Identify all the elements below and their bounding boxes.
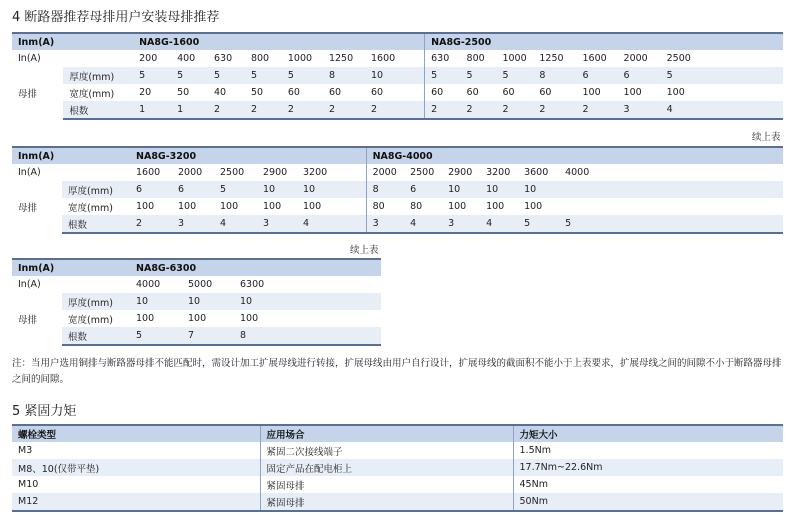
table-row — [12, 198, 783, 215]
cell: 5 — [208, 67, 245, 84]
cell: 2 — [533, 101, 576, 119]
busbar-table-2 — [12, 146, 783, 234]
thickness-label: 厚度(mm) — [62, 293, 130, 310]
cell: 2 — [130, 215, 172, 233]
busbar-label: 母排 — [12, 67, 63, 119]
busbar-table-1 — [12, 32, 783, 120]
table-row — [12, 181, 783, 198]
cell: 3 — [442, 215, 480, 233]
cell: 60 — [287, 87, 300, 98]
cell: 2900 — [448, 167, 473, 178]
cell: 4 — [480, 215, 518, 233]
cell: 2 — [425, 101, 461, 119]
cell: 100 — [623, 87, 642, 98]
model-header: NA8G-2500 — [425, 33, 783, 50]
cell: 2 — [282, 101, 323, 119]
cell: 4 — [661, 101, 707, 119]
cell: 800 — [466, 53, 485, 64]
cell: 5 — [461, 67, 497, 84]
cell: 5 — [425, 67, 461, 84]
table-row — [12, 476, 783, 493]
cell — [559, 198, 603, 215]
cell: 1600 — [371, 53, 396, 64]
cell: 100 — [486, 201, 505, 212]
torque-table — [12, 424, 783, 512]
cell: 2000 — [366, 164, 404, 181]
table-row — [12, 164, 783, 181]
cell: 60 — [328, 87, 342, 98]
count-label: 根数 — [63, 101, 133, 119]
model-header: NA8G-1600 — [133, 33, 425, 50]
cell: 5 — [245, 67, 282, 84]
table-row — [12, 327, 381, 345]
cell: 6 — [130, 181, 172, 198]
cell: 3 — [172, 215, 214, 233]
inm-header: Inm(A) — [12, 33, 133, 50]
model-header: NA8G-6300 — [130, 259, 381, 276]
cell: 1 — [133, 101, 171, 119]
table-row — [12, 459, 783, 476]
table-row — [12, 215, 783, 233]
cell: 5 — [282, 67, 323, 84]
cell: 7 — [182, 327, 234, 345]
cell: 10 — [182, 293, 234, 310]
count-label: 根数 — [62, 327, 130, 345]
table-row — [12, 442, 783, 459]
cell: 10 — [518, 181, 559, 198]
cell: M10 — [18, 479, 39, 490]
cell: 60 — [466, 87, 479, 98]
table-row — [12, 493, 783, 511]
cell: 45Nm — [513, 476, 783, 493]
table-row — [12, 50, 783, 67]
cell: 1600 — [136, 167, 161, 178]
inm-header: Inm(A) — [12, 147, 130, 164]
cell: 2000 — [623, 53, 648, 64]
cell: 630 — [425, 50, 461, 67]
cell: 4 — [297, 215, 366, 233]
cell: 10 — [257, 181, 297, 198]
bolt-type-header: 螺栓类型 — [12, 425, 260, 442]
in-label: In(A) — [18, 279, 41, 290]
cell: 6300 — [240, 279, 265, 290]
cell: 8 — [533, 67, 576, 84]
cell: 1 — [171, 101, 208, 119]
cell: 2 — [208, 101, 245, 119]
busbar-label: 母排 — [12, 181, 62, 233]
cell: 50 — [250, 87, 264, 98]
thickness-label: 厚度(mm) — [63, 67, 133, 84]
table-row — [12, 33, 783, 50]
table-row — [12, 67, 783, 84]
table-row — [12, 84, 783, 101]
continued-label: 续上表 — [752, 132, 781, 143]
in-label: In(A) — [18, 167, 41, 178]
cell: 80 — [366, 198, 404, 215]
cell: 100 — [263, 201, 282, 212]
busbar-label: 母排 — [12, 293, 62, 345]
cell: 8 — [234, 327, 286, 345]
cell: 2 — [323, 101, 365, 119]
cell: 2000 — [178, 167, 203, 178]
cell: 5 — [171, 67, 208, 84]
cell: M3 — [18, 445, 33, 456]
cell: 3 — [257, 215, 297, 233]
cell: 100 — [136, 313, 155, 324]
cell: 800 — [250, 53, 270, 64]
table-row — [12, 147, 783, 164]
cell: 5 — [559, 215, 603, 233]
cell: 2500 — [220, 167, 245, 178]
cell: 3 — [618, 101, 661, 119]
cell: 8 — [323, 67, 365, 84]
cell: 3200 — [486, 167, 511, 178]
cell: M8、10(仅带平垫) — [12, 459, 260, 476]
table-row — [12, 425, 783, 442]
model-header: NA8G-4000 — [366, 147, 783, 164]
cell: 2500 — [410, 167, 435, 178]
cell: 3200 — [303, 167, 328, 178]
cell: 400 — [177, 53, 196, 64]
cell: 100 — [240, 313, 259, 324]
cell: 100 — [303, 201, 322, 212]
cell: 6 — [404, 181, 442, 198]
cell: 100 — [582, 87, 601, 98]
model-header: NA8G-3200 — [130, 147, 366, 164]
cell: 5 — [518, 215, 559, 233]
cell: 3600 — [524, 167, 549, 178]
cell: 100 — [448, 201, 467, 212]
cell: 100 — [220, 201, 239, 212]
thickness-label: 厚度(mm) — [62, 181, 130, 198]
busbar-note: 注：当用户选用铜排与断路器母排不能匹配时，需设计加工扩展母线进行转接，扩展母线由用户自行设计，扩展母线的截面积不能小于上表要求，扩展母线之间的间隙不小于断路器母排之间的间隙。 — [12, 358, 782, 385]
cell: 紧固母排 — [260, 476, 513, 493]
cell: 60 — [425, 84, 461, 101]
cell: 5 — [130, 327, 182, 345]
cell: 5000 — [188, 279, 213, 290]
cell: 17.7Nm~22.6Nm — [513, 459, 783, 476]
cell: 50Nm — [513, 493, 783, 511]
cell: 2 — [245, 101, 282, 119]
cell: 2 — [576, 101, 617, 119]
table-row — [12, 101, 783, 119]
cell: 2 — [496, 101, 533, 119]
section4-title: 4 断路器推荐母排用户安装母排推荐 — [12, 10, 220, 25]
cell: 100 — [524, 201, 543, 212]
section5-title: 5 紧固力矩 — [12, 404, 77, 419]
cell: 5 — [214, 181, 257, 198]
cell: 1250 — [328, 53, 354, 64]
cell: 10 — [234, 293, 286, 310]
cell: 1600 — [582, 53, 607, 64]
cell: 10 — [480, 181, 518, 198]
cell: 1000 — [502, 53, 527, 64]
cell: 紧固二次接线端子 — [260, 442, 513, 459]
width-label: 宽度(mm) — [68, 202, 113, 214]
cell: 100 — [136, 201, 155, 212]
cell: M12 — [12, 493, 260, 511]
cell: 630 — [214, 53, 233, 64]
cell: 200 — [139, 53, 158, 64]
torque-header: 力矩大小 — [513, 425, 783, 442]
cell: 6 — [172, 181, 214, 198]
cell: 100 — [666, 87, 685, 98]
cell: 1.5Nm — [513, 442, 783, 459]
cell: 40 — [214, 87, 227, 98]
table-row — [12, 259, 381, 276]
application-header: 应用场合 — [260, 425, 513, 442]
cell: 6 — [576, 67, 617, 84]
cell: 紧固母排 — [260, 493, 513, 511]
cell: 80 — [410, 201, 423, 212]
cell: 1000 — [287, 53, 313, 64]
table-row — [12, 310, 381, 327]
cell: 8 — [366, 181, 404, 198]
count-label: 根数 — [62, 215, 130, 233]
cell: 2500 — [666, 53, 691, 64]
cell: 5 — [496, 67, 533, 84]
table-row — [12, 293, 381, 310]
cell: 5 — [661, 67, 707, 84]
cell: 5 — [133, 67, 171, 84]
cell: 60 — [502, 87, 515, 98]
inm-header: Inm(A) — [12, 259, 130, 276]
cell: 2900 — [263, 167, 288, 178]
cell: 4000 — [136, 279, 161, 290]
cell: 4 — [404, 215, 442, 233]
cell: 10 — [442, 181, 480, 198]
cell: 60 — [371, 87, 384, 98]
width-label: 宽度(mm) — [69, 88, 115, 100]
cell: 10 — [297, 181, 366, 198]
cell: 3 — [366, 215, 404, 233]
cell: 60 — [539, 87, 552, 98]
width-label: 宽度(mm) — [68, 314, 113, 326]
cell — [559, 181, 603, 198]
cell: 100 — [178, 201, 197, 212]
cell: 20 — [139, 87, 152, 98]
cell: 6 — [618, 67, 661, 84]
cell: 10 — [130, 293, 182, 310]
in-label: In(A) — [18, 53, 41, 64]
cell: 2 — [461, 101, 497, 119]
cell: 4000 — [565, 167, 590, 178]
cell: 2 — [365, 101, 415, 119]
continued-label: 续上表 — [350, 245, 379, 256]
cell: 4 — [214, 215, 257, 233]
cell: 50 — [177, 87, 190, 98]
table-row — [12, 276, 381, 293]
cell: 固定产品在配电柜上 — [260, 459, 513, 476]
cell: 100 — [188, 313, 207, 324]
cell: 10 — [365, 67, 415, 84]
busbar-table-3 — [12, 258, 381, 346]
cell: 1250 — [539, 53, 564, 64]
